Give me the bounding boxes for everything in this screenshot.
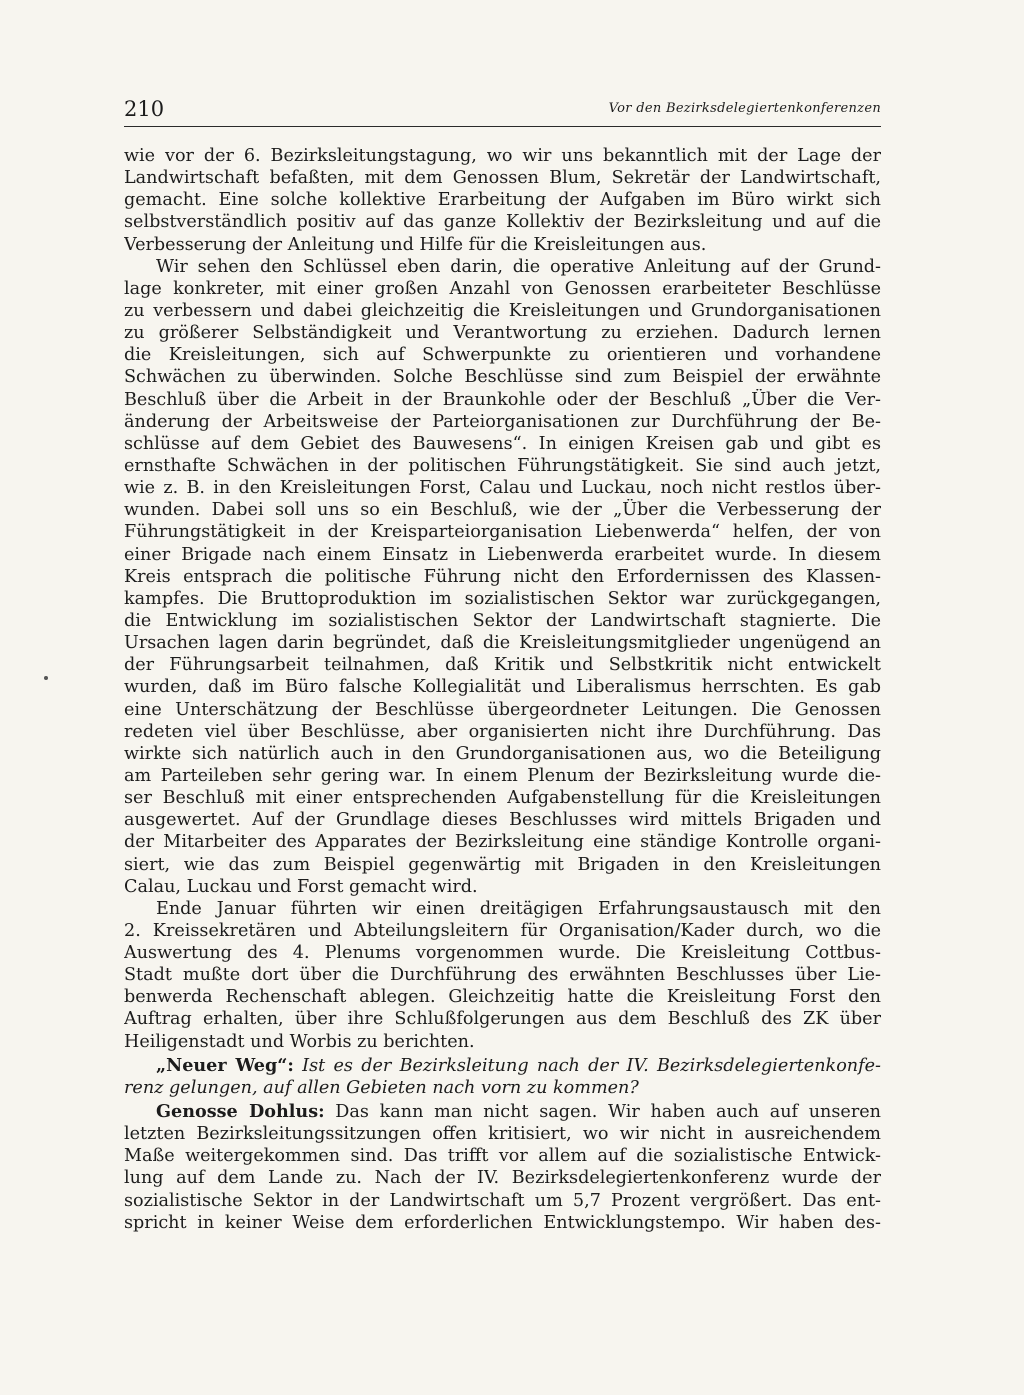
text-line: letzten Bezirksleitungssitzungen offen kritisiert, wo wir nicht in ausreichendem	[124, 1124, 881, 1145]
text-line: wurden, daß im Büro falsche Kollegialität und Liberalismus herrschten. Es gab	[124, 677, 881, 698]
paragraph-2	[124, 256, 881, 898]
paragraph-1	[124, 145, 881, 256]
text-line: Auswertung des 4. Plenums vorgenommen wurde. Die Kreisleitung Cottbus-	[124, 943, 881, 964]
text-line: Beschluß über die Arbeit in der Braunkohle oder der Beschluß „Über die Ver-	[124, 389, 881, 410]
answer-text: Das kann man nicht sagen. Wir haben auch auf unseren	[324, 1102, 881, 1123]
text-line: eine Unterschätzung der Beschlüsse übergeordneter Leitungen. Die Genossen	[124, 699, 881, 720]
interview-question	[124, 1055, 881, 1099]
question-text: Ist es der Bezirksleitung nach der IV. Bezirksdelegiertenkonfe-	[293, 1055, 881, 1076]
text-line: sozialistische Sektor in der Landwirtschaft um 5,7 Prozent vergrößert. Das ent-	[124, 1190, 881, 1211]
text-line: Ende Januar führten wir einen dreitägigen Erfahrungsaustausch mit den	[156, 898, 881, 919]
text-line	[124, 1055, 881, 1077]
text-line: Verbesserung der Anleitung und Hilfe für die Kreisleitungen aus.	[124, 234, 707, 255]
text-line: redeten viel über Beschlüsse, aber organisierten nicht ihre Durchführung. Das	[124, 721, 881, 742]
text-line: siert, wie das zum Beispiel gegenwärtig mit Brigaden in den Kreisleitungen	[124, 854, 881, 875]
text-line: wie z. B. in den Kreisleitungen Forst, Calau und Luckau, noch nicht restlos über-	[124, 478, 881, 499]
text-line: wirkte sich natürlich auch in den Grundorganisationen aus, wo die Beteiligung	[124, 743, 881, 764]
text-line: Stadt mußte dort über die Durchführung des erwähnten Beschlusses über Lie-	[124, 965, 881, 986]
text-line: Führungstätigkeit in der Kreisparteiorganisation Liebenwerda“ helfen, der von	[124, 522, 881, 543]
text-line: der Führungsarbeit teilnahmen, daß Kritik und Selbstkritik nicht entwickelt	[124, 655, 881, 676]
text-line: Ursachen lagen darin begründet, daß die Kreisleitungsmitglieder ungenügend an	[124, 633, 881, 654]
text-line: der Mitarbeiter des Apparates der Bezirksleitung eine ständige Kontrolle organi-	[124, 832, 881, 853]
text-line: renz gelungen, auf allen Gebieten nach vorn zu kommen?	[124, 1077, 639, 1098]
answer-speaker: Genosse Dohlus:	[156, 1101, 325, 1123]
text-line: benwerda Rechenschaft ablegen. Gleichzeitig hatte die Kreisleitung Forst den	[124, 987, 881, 1008]
text-line: Heiligenstadt und Worbis zu berichten.	[124, 1031, 475, 1052]
text-line: die Kreisleitungen, sich auf Schwerpunkte zu orientieren und vorhandene	[124, 345, 881, 366]
text-line: Landwirtschaft befaßten, mit dem Genossen Blum, Sekretär der Landwirtschaft,	[124, 168, 881, 189]
text-line: lung auf dem Lande zu. Nach der IV. Bezirksdelegiertenkonferenz wurde der	[124, 1168, 881, 1189]
text-line: wie vor der 6. Bezirksleitungstagung, wo wir uns bekanntlich mit der Lage der	[124, 146, 881, 166]
text-line: zu größerer Selbständigkeit und Verantwortung zu erziehen. Dadurch lernen	[124, 323, 881, 344]
text-line: selbstverständlich positiv auf das ganze Kollektiv der Bezirksleitung und auf die	[124, 212, 881, 233]
margin-dot	[44, 676, 48, 680]
text-line: Maße weitergekommen sind. Das trifft vor allem auf die sozialistische Entwick-	[124, 1146, 881, 1167]
text-line: wunden. Dabei soll uns so ein Beschluß, wie der „Über die Verbesserung der	[124, 500, 881, 521]
text-line: Auftrag erhalten, über ihre Schlußfolgerungen aus dem Beschluß des ZK über	[124, 1009, 881, 1030]
paragraph-3	[124, 898, 881, 1053]
text-line: Schwächen zu überwinden. Solche Beschlüsse sind zum Beispiel der erwähnte	[124, 367, 881, 388]
text-line: schlüsse auf dem Gebiet des Bauwesens“. In einigen Kreisen gab und gibt es	[124, 433, 881, 454]
text-line: lage konkreter, mit einer großen Anzahl von Genossen erarbeiteter Beschlüsse	[124, 278, 881, 299]
interview-answer	[124, 1101, 881, 1234]
text-line: Wir sehen den Schlüssel eben darin, die operative Anleitung auf der Grund-	[156, 256, 881, 277]
text-line: ser Beschluß mit einer entsprechenden Aufgabenstellung für die Kreisleitungen	[124, 788, 881, 809]
text-line: die Entwicklung im sozialistischen Sektor der Landwirtschaft stagnierte. Die	[124, 610, 881, 631]
text-line: ausgewertet. Auf der Grundlage dieses Beschlusses wird mittels Brigaden und	[124, 810, 881, 831]
text-line	[124, 1101, 881, 1123]
text-line: gemacht. Eine solche kollektive Erarbeitung der Aufgaben im Büro wirkt sich	[124, 190, 881, 211]
text-line: zu verbessern und dabei gleichzeitig die Kreisleitungen und Grundorganisationen	[124, 300, 881, 321]
text-line: ernsthafte Schwächen in der politischen Führungstätigkeit. Sie sind auch jetzt,	[124, 455, 881, 476]
question-speaker: „Neuer Weg“:	[156, 1054, 294, 1076]
page-header	[124, 96, 881, 127]
text-line: einer Brigade nach einem Einsatz in Liebenwerda erarbeitet wurde. In diesem	[124, 544, 881, 565]
page-number: 210	[124, 97, 165, 121]
text-line: änderung der Arbeitsweise der Parteiorganisationen zur Durchführung der Be-	[124, 411, 881, 432]
text-line: Kreis entsprach die politische Führung nicht den Erfordernissen des Klassen-	[124, 566, 881, 587]
text-line: kampfes. Die Bruttoproduktion im sozialistischen Sektor war zurückgegangen,	[124, 588, 881, 609]
text-line: am Parteileben sehr gering war. In einem Plenum der Bezirksleitung wurde die-	[124, 765, 881, 786]
text-line: spricht in keiner Weise dem erforderlichen Entwicklungstempo. Wir haben des-	[124, 1212, 881, 1233]
text-line: 2. Kreissekretären und Abteilungsleitern für Organisation/Kader durch, wo die	[124, 920, 881, 941]
body-text	[124, 145, 881, 1234]
text-line: Calau, Luckau und Forst gemacht wird.	[124, 876, 478, 897]
running-head: Vor den Bezirksdelegiertenkonferenzen	[608, 101, 881, 116]
